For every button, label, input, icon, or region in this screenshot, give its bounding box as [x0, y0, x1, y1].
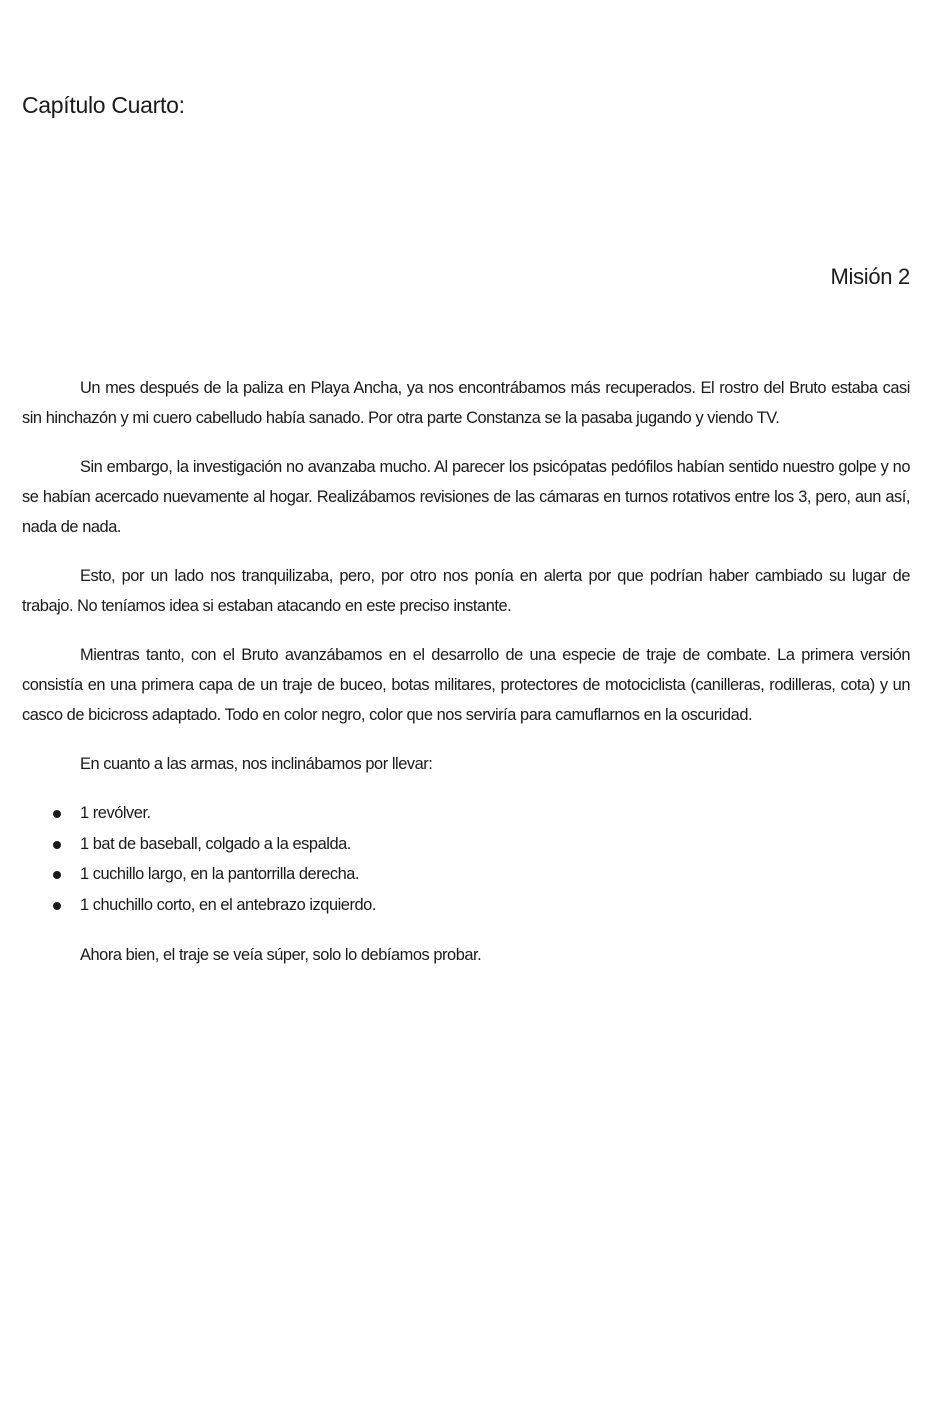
list-item — [22, 829, 910, 860]
chapter-title: Capítulo Cuarto: — [22, 92, 185, 118]
bullet-icon — [53, 841, 61, 849]
bullet-icon — [53, 871, 61, 879]
paragraph: Un mes después de la paliza en Playa Ancha, ya nos encontrábamos más recuperados. El rostro del Bruto estaba casi sin hinchazón y mi cuero cabelludo había sanado. Por otra parte Constanza se la pasaba jugando y viendo TV. — [22, 379, 910, 427]
paragraph: Sin embargo, la investigación no avanzaba mucho. Al parecer los psicópatas pedófilos habían sentido nuestro golpe y no se habían acercado nuevamente al hogar. Realizábamos revisiones de las cámaras en turnos rotativos entre los 3, pero, aun así, nada de nada. — [22, 458, 910, 536]
list-item — [22, 859, 910, 890]
bullet-icon — [53, 810, 61, 818]
list-item-text: 1 cuchillo largo, en la pantorrilla derecha. — [80, 865, 360, 884]
paragraph: En cuanto a las armas, nos inclinábamos por llevar: — [80, 755, 433, 773]
paragraph: Esto, por un lado nos tranquilizaba, pero, por otro nos ponía en alerta por que podrían haber cambiado su lugar de trabajo. No teníamos idea si estaban atacando en este preciso instante. — [22, 567, 910, 615]
weapons-list — [22, 798, 910, 921]
section-title: Misión 2 — [830, 264, 910, 289]
list-item-text: 1 bat de baseball, colgado a la espalda. — [80, 834, 351, 853]
list-item — [22, 798, 910, 829]
list-item-text: 1 revólver. — [80, 804, 151, 822]
paragraph: Mientras tanto, con el Bruto avanzábamos en el desarrollo de una especie de traje de combate. La primera versión consistía en una primera capa de un traje de buceo, botas militares, protectores de motociclista (canilleras, rodilleras, cota) y un casco de bicicross adaptado. Todo en color negro, color que nos serviría para camuflarnos en la oscuridad. — [22, 646, 910, 724]
closing-paragraph: Ahora bien, el traje se veía súper, solo lo debíamos probar. — [80, 945, 482, 964]
bullet-icon — [53, 902, 61, 910]
body-text — [22, 373, 910, 989]
list-item-text: 1 chuchillo corto, en el antebrazo izquierdo. — [80, 896, 376, 915]
list-item — [22, 890, 910, 921]
